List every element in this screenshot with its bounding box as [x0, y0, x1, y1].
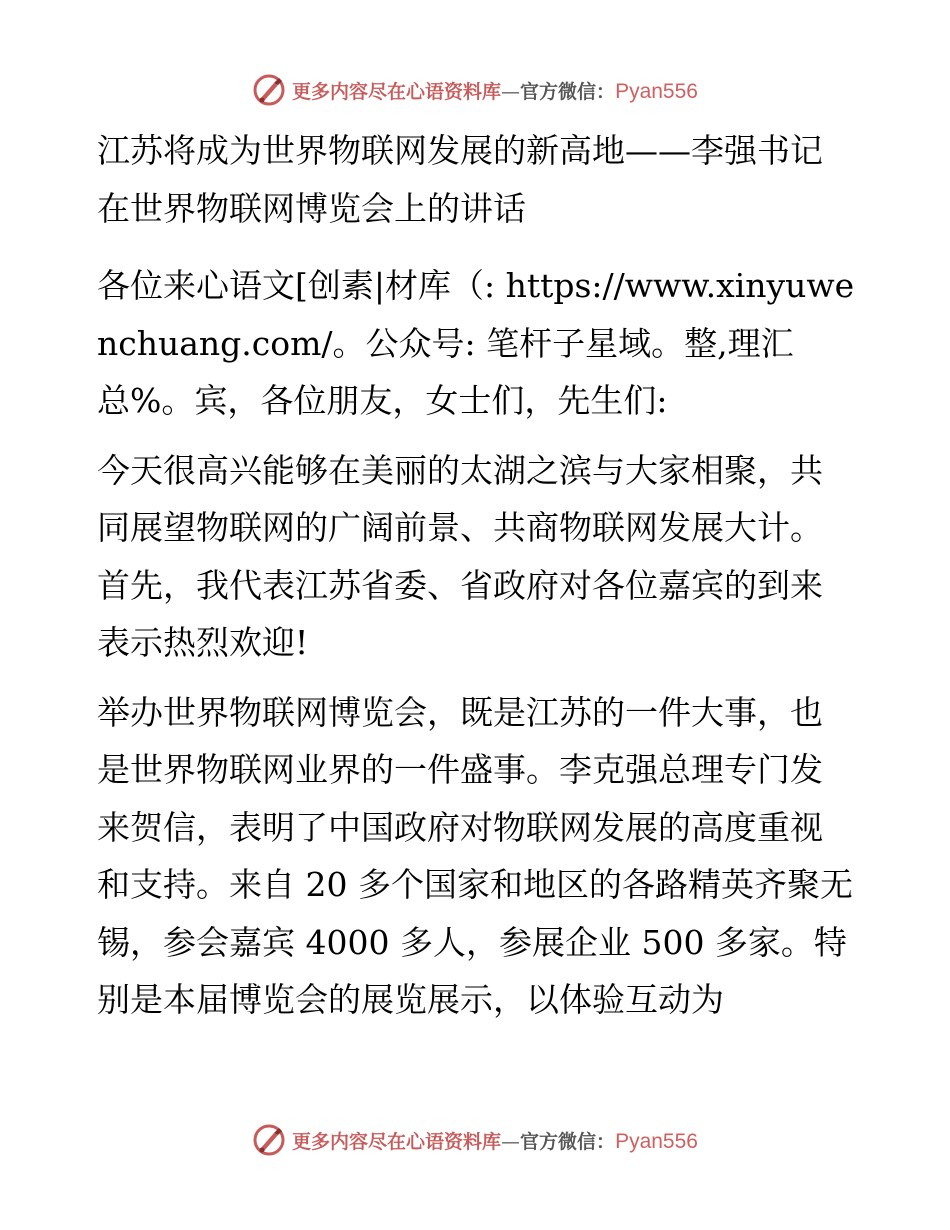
document-body: [97, 122, 855, 1041]
header-slogan: 更多内容尽在心语资料库: [292, 80, 502, 103]
header-wechat-label: 官方微信：: [520, 80, 616, 103]
paragraph: 举办世界物联网博览会，既是江苏的一件大事，也是世界物联网业界的一件盛事。李克强总理专门发来贺信，表明了中国政府对物联网发展的高度重视和支持。来自 20 多个国家和地区的各路精英齐聚无锡，参会嘉宾 4000 多人，参展企业 500 多家。特别是本届博览会的展览展示，以体验互动为: [97, 692, 853, 1019]
paragraph: 各位来心语文[创素|材库（: https://www.xinyuwenchuang.com/。公众号: 笔杆子星域。整,理汇总%。宾，各位朋友，女士们，先生们:: [97, 266, 855, 420]
header-banner-text: [292, 77, 698, 104]
header-dash: —: [501, 80, 521, 103]
document-title: 江苏将成为世界物联网发展的新高地——李强书记在世界物联网博览会上的讲话: [97, 131, 823, 228]
footer-banner: [0, 1118, 950, 1162]
footer-dash: —: [501, 1130, 521, 1153]
footer-wechat-id: Pyan556: [615, 1129, 698, 1153]
brush-logo-icon: [252, 73, 286, 107]
header-wechat-id: Pyan556: [615, 79, 698, 103]
footer-wechat-label: 官方微信：: [520, 1130, 616, 1153]
header-banner: [0, 68, 950, 112]
brush-logo-icon: [252, 1123, 286, 1157]
footer-banner-text: [292, 1127, 698, 1154]
paragraph: 今天很高兴能够在美丽的太湖之滨与大家相聚，共同展望物联网的广阔前景、共商物联网发展大计。首先，我代表江苏省委、省政府对各位嘉宾的到来表示热烈欢迎!: [97, 450, 823, 662]
footer-slogan: 更多内容尽在心语资料库: [292, 1130, 502, 1153]
